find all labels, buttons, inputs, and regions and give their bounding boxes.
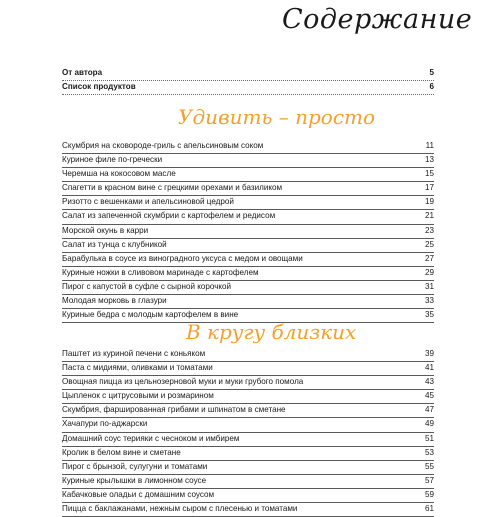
entry-title: Скумбрия, фаршированная грибами и шпинатом в сметане <box>62 405 286 415</box>
entry-title: Паста с мидиями, оливками и томатами <box>62 363 213 373</box>
entry-page: 51 <box>424 433 434 443</box>
entry-page: 25 <box>424 239 434 249</box>
entry-page: 19 <box>424 197 434 207</box>
entry-page: 49 <box>424 419 434 429</box>
entry-title: Цыпленок с цитрусовыми и розмарином <box>62 391 214 401</box>
entry-page: 59 <box>424 489 434 499</box>
entry-title: Кролик в белом вине и сметане <box>62 447 181 457</box>
section-list <box>62 140 434 323</box>
toc-entry[interactable] <box>62 140 434 154</box>
entry-title: Список продуктов <box>62 82 136 92</box>
toc-entry[interactable] <box>62 182 434 196</box>
toc-entry[interactable] <box>62 225 434 239</box>
entry-title: Черемша на кокосовом масле <box>62 169 176 179</box>
entry-title: Салат из тунца с клубникой <box>62 239 167 249</box>
entry-title: Скумбрия на сковороде-гриль с апельсиновым соком <box>62 141 264 150</box>
entry-title: Пицца с баклажанами, нежным сыром с плесенью и томатами <box>62 504 298 514</box>
entry-page: 61 <box>424 504 434 514</box>
entry-title: Пирог с капустой в суфле с сырной корочкой <box>62 281 232 291</box>
toc-entry[interactable] <box>62 81 434 95</box>
toc-entry[interactable] <box>62 418 434 432</box>
entry-page: 27 <box>424 253 434 263</box>
toc-entry[interactable] <box>62 348 434 362</box>
entry-title: Домашний соус терияки с чесноком и имбирем <box>62 433 240 443</box>
entry-page: 53 <box>424 447 434 457</box>
entry-title: Хачапури по-аджарски <box>62 419 148 429</box>
toc-entry[interactable] <box>62 154 434 168</box>
entry-title: Барабулька в соусе из виноградного уксуса с медом и овощами <box>62 253 303 263</box>
section-heading: Удивить – просто <box>178 105 376 129</box>
entry-page: 11 <box>425 141 434 150</box>
entry-page: 57 <box>424 475 434 485</box>
toc-entry[interactable] <box>62 475 434 489</box>
entry-page: 21 <box>424 211 434 221</box>
toc-entry[interactable] <box>62 281 434 295</box>
entry-page: 17 <box>424 183 434 193</box>
entry-title: Салат из запеченной скумбрии с картофелем и редисом <box>62 211 276 221</box>
entry-page: 13 <box>424 155 434 165</box>
entry-page: 29 <box>424 267 434 277</box>
entry-title: От автора <box>62 68 103 77</box>
entry-title: Куриные крылышки в лимонном соусе <box>62 475 207 485</box>
toc-entry[interactable] <box>62 503 434 517</box>
toc-entry[interactable] <box>62 362 434 376</box>
entry-title: Куриное филе по-гречески <box>62 155 163 165</box>
entry-title: Морской окунь в карри <box>62 225 149 235</box>
entry-title: Овощная пицца из цельнозерновой муки и муки грубого помола <box>62 377 304 387</box>
toc-entry[interactable] <box>62 404 434 418</box>
entry-page: 6 <box>429 82 434 92</box>
entry-title: Куриные ножки в сливовом маринаде с картофелем <box>62 267 259 277</box>
toc-entry[interactable] <box>62 461 434 475</box>
section-list <box>62 348 434 517</box>
entry-title: Молодая морковь в глазури <box>62 296 167 306</box>
entry-page: 31 <box>424 281 434 291</box>
entry-title: Кабачковые оладьи с домашним соусом <box>62 489 215 499</box>
toc-entry[interactable] <box>62 239 434 253</box>
entry-title: Куриные бедра с молодым картофелем в вине <box>62 310 239 320</box>
toc-entry[interactable] <box>62 447 434 461</box>
entry-title: Паштет из куриной печени с коньяком <box>62 349 206 358</box>
toc-entry[interactable] <box>62 433 434 447</box>
entry-page: 33 <box>424 296 434 306</box>
intro-list <box>62 67 434 95</box>
page-title: Содержание <box>282 4 473 35</box>
entry-title: Ризотто с вешенками и апельсиновой цедрой <box>62 197 234 207</box>
entry-page: 55 <box>424 461 434 471</box>
toc-entry[interactable] <box>62 489 434 503</box>
toc-entry[interactable] <box>62 267 434 281</box>
toc-entry[interactable] <box>62 253 434 267</box>
toc-entry[interactable] <box>62 196 434 210</box>
entry-page: 5 <box>429 68 434 77</box>
entry-title: Пирог с брынзой, сулугуни и томатами <box>62 461 208 471</box>
entry-page: 45 <box>424 391 434 401</box>
toc-entry[interactable] <box>62 168 434 182</box>
section-heading: В кругу близких <box>186 320 357 344</box>
toc-entry[interactable] <box>62 295 434 309</box>
entry-page: 41 <box>424 363 434 373</box>
entry-title: Спагетти в красном вине с грецкими орехами и базиликом <box>62 183 283 193</box>
entry-page: 15 <box>424 169 434 179</box>
toc-entry[interactable] <box>62 67 434 81</box>
toc-entry[interactable] <box>62 390 434 404</box>
entry-page: 35 <box>424 310 434 320</box>
toc-entry[interactable] <box>62 376 434 390</box>
entry-page: 43 <box>424 377 434 387</box>
entry-page: 47 <box>424 405 434 415</box>
entry-page: 39 <box>424 349 434 358</box>
toc-entry[interactable] <box>62 210 434 224</box>
entry-page: 23 <box>424 225 434 235</box>
